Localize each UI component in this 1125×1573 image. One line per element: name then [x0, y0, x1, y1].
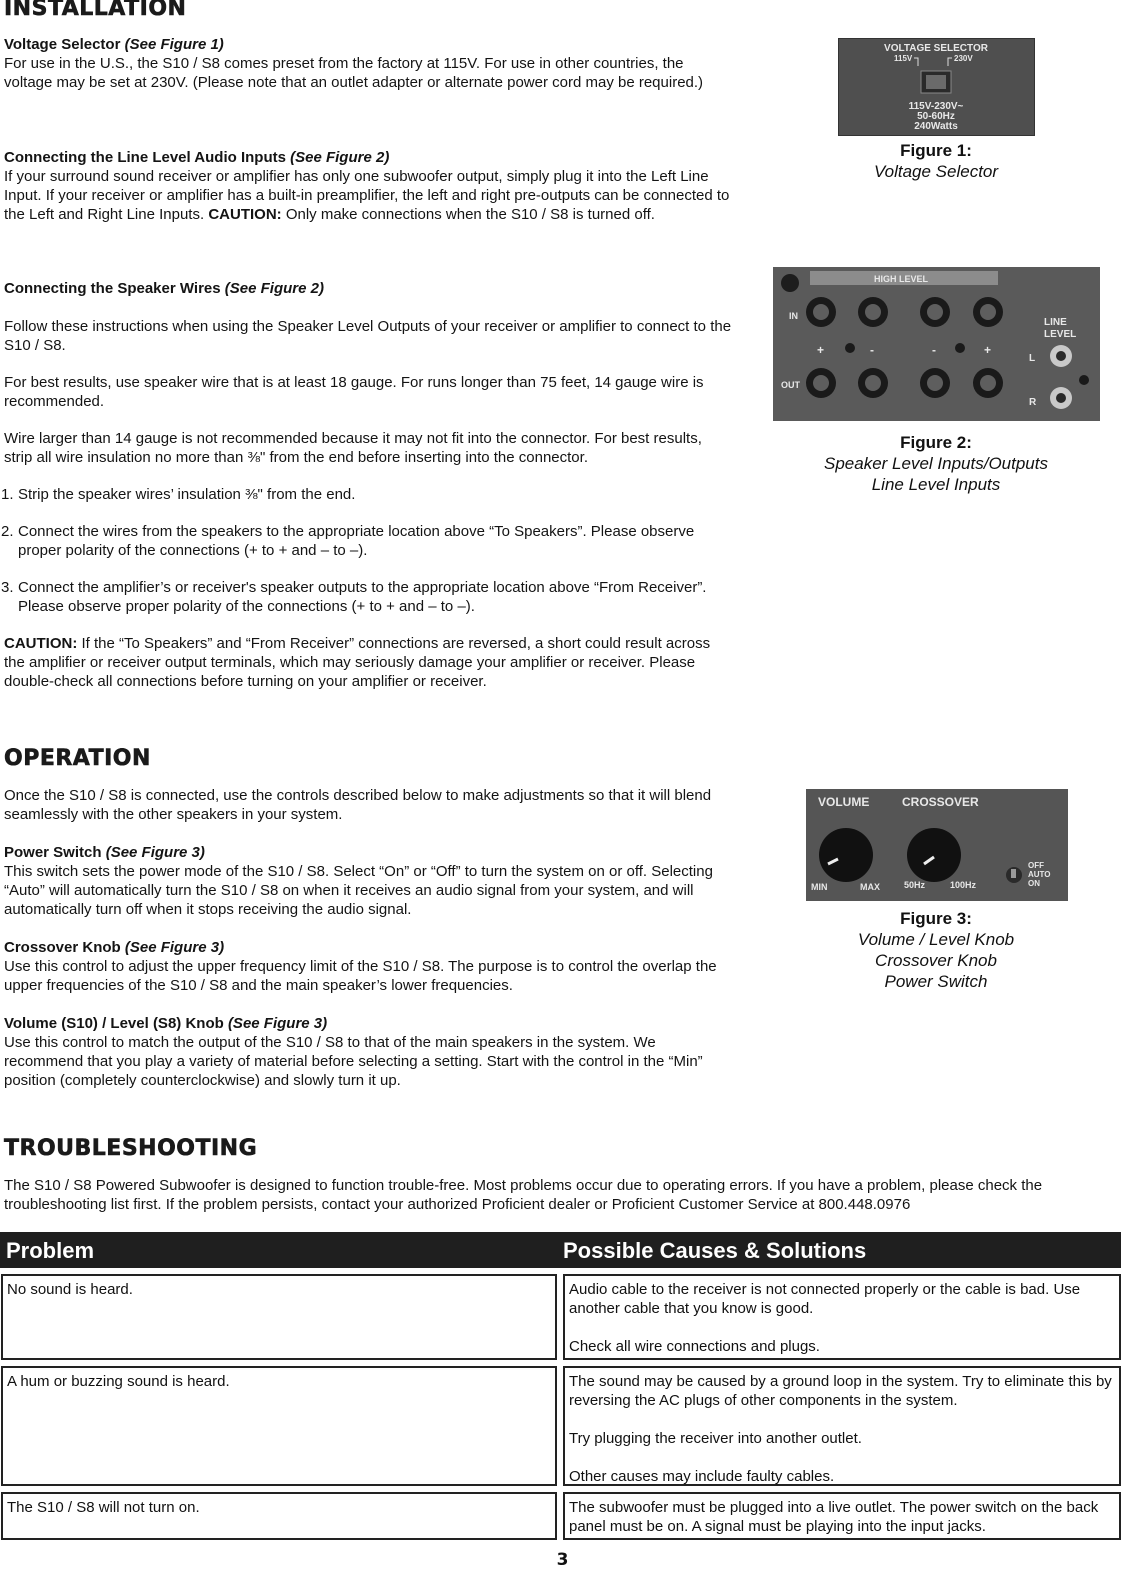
solution-cell	[563, 1274, 1121, 1360]
step-list	[1, 485, 734, 616]
figure-2-title: Figure 2:	[900, 433, 972, 452]
fig3-100hz: 100Hz	[950, 880, 977, 890]
solution-text: Audio cable to the receiver is not connected properly or the cable is bad. Use another cable that you know is good.	[569, 1281, 1081, 1317]
figure-2-text-2: Line Level Inputs	[871, 475, 1001, 494]
line-level-heading: Connecting the Line Level Audio Inputs	[4, 149, 286, 166]
speaker-caution-label: CAUTION:	[4, 635, 78, 652]
crossover-body: Use this control to adjust the upper frequency limit of the S10 / S8. The purpose is to control the overlap the upper frequencies of the S10 / S8 and the main speaker’s lower frequencies.	[4, 958, 717, 994]
list-item	[1, 485, 734, 504]
fig3-max: MAX	[860, 882, 880, 892]
fig2-plus-2: +	[984, 343, 992, 357]
power-ref: (See Figure 3)	[105, 844, 205, 861]
step-number: 3.	[1, 579, 14, 596]
volume-ref: (See Figure 3)	[227, 1015, 328, 1032]
volume-knob	[819, 828, 873, 882]
column-solutions: Possible Causes & Solutions	[563, 1238, 867, 1263]
fig1-line2: 50-60Hz	[917, 111, 955, 122]
figure-2-caption	[786, 432, 1086, 495]
solution-text: Check all wire connections and plugs.	[569, 1338, 820, 1355]
power-body: This switch sets the power mode of the S10 / S8. Select “On” or “Off” to turn the system on or off. Selecting “Auto” will automatically turn the S10 / S8 on when it receives an audio signal from your system, and will automatically turn off when it stops receiving the audio signal.	[4, 863, 713, 918]
fig1-line3: 240Watts	[914, 121, 958, 132]
figure-3-text-2: Crossover Knob	[875, 951, 997, 970]
line-level-caution-label: CAUTION:	[208, 206, 282, 223]
speaker-wires-section	[1, 279, 734, 691]
table-row	[1, 1492, 557, 1540]
fig1-line1: 115V-230V~	[908, 101, 964, 112]
fig3-50hz: 50Hz	[904, 880, 926, 890]
fig2-high: HIGH LEVEL	[874, 274, 929, 284]
figure-3-text-1: Volume / Level Knob	[857, 930, 1015, 949]
solution-text: Try plugging the receiver into another outlet.	[569, 1430, 862, 1447]
figure-1-caption	[836, 140, 1036, 182]
fig2-minus-1: -	[870, 343, 874, 357]
troubleshooting-intro: The S10 / S8 Powered Subwoofer is designed to function trouble-free. Most problems occur due to operating errors. If you have a problem, please check the troubleshooting list first. If the problem persists, contact your authorized Proficient dealer or Proficient Customer Service at 800.448.0976	[4, 1177, 1043, 1213]
figure-2-text-1: Speaker Level Inputs/Outputs	[824, 454, 1048, 473]
fig2-r: R	[1029, 397, 1037, 408]
figure-1-image	[838, 38, 1035, 136]
problem-cell: No sound is heard.	[7, 1281, 133, 1298]
crossover-heading: Crossover Knob	[4, 939, 121, 956]
fig1-230v: 230V	[954, 54, 973, 63]
line-level-ref: (See Figure 2)	[290, 149, 390, 166]
operation-section	[4, 786, 732, 1090]
fig3-volume: VOLUME	[818, 795, 870, 809]
step-text: Connect the wires from the speakers to the appropriate location above “To Speakers”. Please observe proper polarity of the connections (+ to + and – to –).	[18, 523, 695, 559]
voltage-section	[4, 35, 732, 92]
speaker-wires-intro: Follow these instructions when using the Speaker Level Outputs of your receiver or amplifier to connect to the S10 / S8.	[4, 318, 732, 354]
step-number: 2.	[1, 523, 14, 540]
figure-3-caption	[786, 908, 1086, 992]
table-row	[1, 1274, 557, 1360]
solution-text: The subwoofer must be plugged into a live outlet. The power switch on the back panel must be on. A signal must be playing into the input jacks.	[569, 1499, 1099, 1535]
voltage-body: For use in the U.S., the S10 / S8 comes preset from the factory at 115V. For use in other countries, the voltage may be set at 230V. (Please note that an outlet adapter or alternate power cord may be required.)	[4, 55, 704, 91]
list-item	[1, 578, 734, 616]
fig3-on: ON	[1028, 879, 1040, 888]
operation-title: OPERATION	[4, 746, 151, 771]
speaker-caution-text: If the “To Speakers” and “From Receiver” connections are reversed, a short could result across the amplifier or receiver output terminals, which may seriously damage your amplifier or receiver. Please double-check all connections before turning on your amplifier or receiver.	[4, 635, 711, 690]
table-header	[0, 1232, 1121, 1268]
solution-text: The sound may be caused by a ground loop in the system. Try to eliminate this by reversing the AC plugs of other components in the system.	[569, 1373, 1112, 1409]
column-problem: Problem	[6, 1238, 95, 1263]
fig2-minus-2: -	[932, 343, 936, 357]
fig2-in: IN	[789, 311, 798, 321]
problem-cell: A hum or buzzing sound is heard.	[7, 1373, 230, 1390]
figure-3-title: Figure 3:	[900, 909, 972, 928]
volume-body: Use this control to match the output of the S10 / S8 to that of the main speakers in the system. We recommend that you play a variety of material before selecting a setting. Start with the control in the “Min” position (completely counterclockwise) and slowly turn it up.	[4, 1034, 703, 1089]
line-level-section	[4, 148, 732, 224]
speaker-wires-p2: Wire larger than 14 gauge is not recommended because it may not fit into the connector. For best results, strip all wire insulation no more than ⅜" from the end before inserting into the connector.	[4, 430, 702, 466]
installation-title: INSTALLATION	[4, 0, 187, 21]
figure-3-image	[806, 789, 1068, 901]
crossover-ref: (See Figure 3)	[124, 939, 225, 956]
fig1-115v: 115V	[894, 54, 913, 63]
step-text: Strip the speaker wires’ insulation ⅜" from the end.	[18, 486, 356, 503]
step-number: 1.	[1, 486, 14, 503]
problem-cell: The S10 / S8 will not turn on.	[7, 1499, 200, 1516]
fig3-min: MIN	[811, 882, 828, 892]
line-level-body: If your surround sound receiver or amplifier has only one subwoofer output, simply plug it into the Left Line Input. If your receiver or amplifier has a built-in preamplifier, the left and right pre-outputs can be connected to the Left and Right Line Inputs.	[4, 168, 730, 223]
figure-1-text: Voltage Selector	[873, 162, 999, 181]
line-level-caution-text: Only make connections when the S10 / S8 is turned off.	[285, 206, 655, 223]
fig1-label: VOLTAGE SELECTOR	[884, 43, 988, 54]
fig2-line: LINE	[1044, 317, 1067, 328]
solution-cell	[563, 1366, 1121, 1486]
fig2-level: LEVEL	[1044, 329, 1077, 340]
fig2-out: OUT	[781, 380, 800, 390]
speaker-wires-ref: (See Figure 2)	[224, 280, 324, 297]
solution-text: Other causes may include faulty cables.	[569, 1468, 835, 1485]
crossover-knob	[907, 828, 961, 882]
speaker-wires-p1: For best results, use speaker wire that is at least 18 gauge. For runs longer than 75 feet, 14 gauge wire is recommended.	[4, 374, 704, 410]
fig3-off: OFF	[1028, 861, 1044, 870]
solution-cell	[563, 1492, 1121, 1540]
troubleshooting-title: TROUBLESHOOTING	[4, 1136, 258, 1161]
figure-3-text-3: Power Switch	[884, 972, 988, 991]
fig3-auto: AUTO	[1028, 870, 1051, 879]
page-number: 3	[556, 1550, 569, 1570]
fig3-crossover: CROSSOVER	[902, 795, 979, 809]
list-item	[1, 522, 734, 560]
power-heading: Power Switch	[4, 844, 102, 861]
fig2-plus-1: +	[817, 343, 825, 357]
figure-1-title: Figure 1:	[900, 141, 972, 160]
table-row	[1, 1366, 557, 1486]
figure-2-image	[773, 267, 1100, 421]
volume-heading: Volume (S10) / Level (S8) Knob	[4, 1015, 224, 1032]
fig2-l: L	[1029, 353, 1036, 364]
voltage-heading: Voltage Selector	[4, 36, 121, 53]
voltage-ref: (See Figure 1)	[124, 36, 224, 53]
operation-intro: Once the S10 / S8 is connected, use the controls described below to make adjustments so that it will blend seamlessly with the other speakers in your system.	[4, 787, 712, 823]
speaker-wires-heading: Connecting the Speaker Wires	[4, 280, 221, 297]
step-text: Connect the amplifier’s or receiver's speaker outputs to the appropriate location above “From Receiver”. Please observe proper polarity of the connections (+ to + and – to –).	[18, 579, 707, 615]
